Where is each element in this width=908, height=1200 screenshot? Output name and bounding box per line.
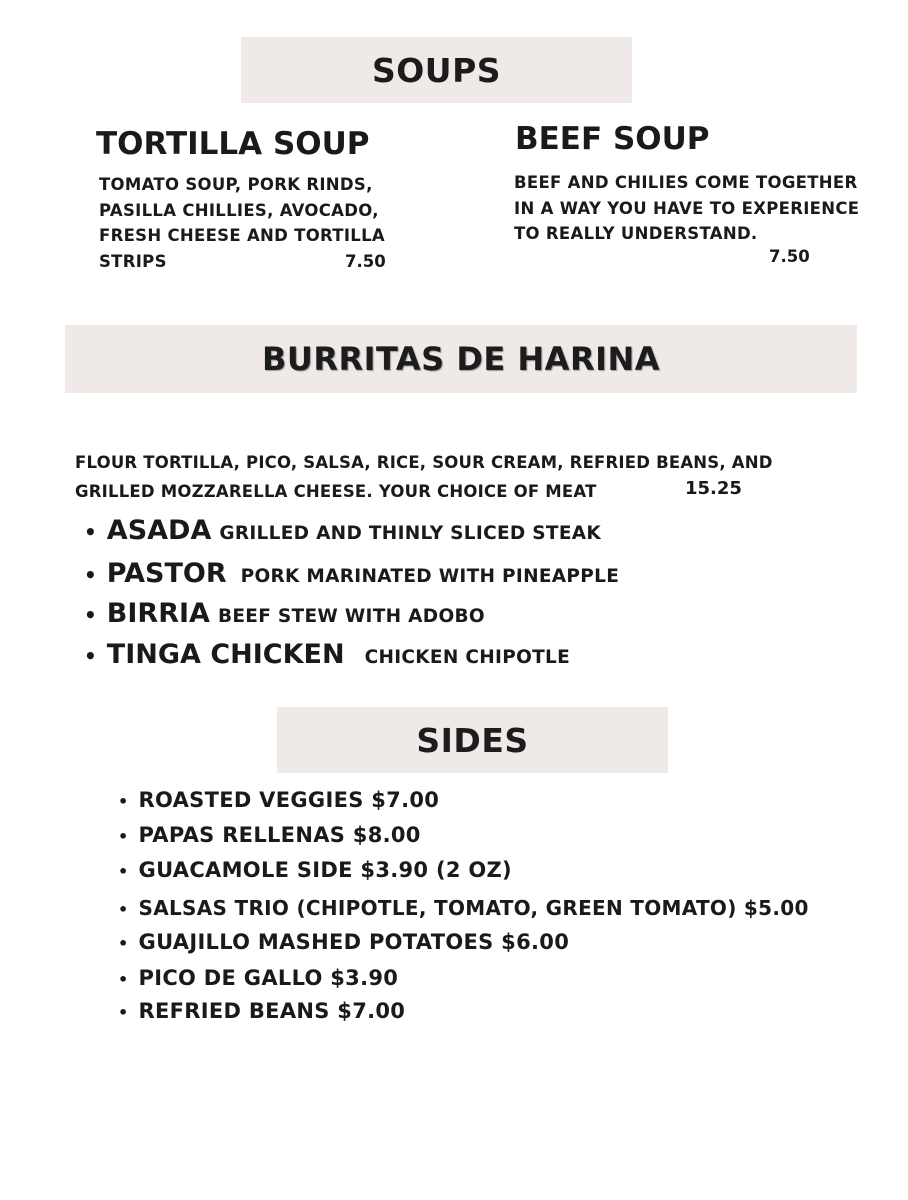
- beef-soup-title: BEEF SOUP: [515, 121, 710, 157]
- list-item: [118, 966, 398, 990]
- meat-item-tinga-chicken: [84, 639, 570, 670]
- meat-name: ASADA: [106, 515, 212, 546]
- burritas-heading: [65, 325, 857, 393]
- meat-item-pastor: [84, 558, 619, 589]
- side-item-text: ROASTED VEGGIES $7.00: [138, 788, 440, 812]
- tortilla-soup-description: TOMATO SOUP, PORK RINDS, PASILLA CHILLIES, AVOCADO, FRESH CHEESE AND TORTILLA STRIPS: [99, 175, 386, 271]
- meat-name: TINGA CHICKEN: [106, 639, 345, 670]
- bullet-icon: •: [84, 644, 97, 668]
- list-item: [118, 930, 569, 954]
- list-item: [118, 788, 439, 812]
- beef-soup-description: BEEF AND CHILIES COME TOGETHER IN A WAY YOU HAVE TO EXPERIENCE TO REALLY UNDERSTAND.: [514, 173, 860, 243]
- bullet-icon: •: [84, 520, 97, 544]
- sides-heading: [277, 707, 668, 773]
- burrito-description: FLOUR TORTILLA, PICO, SALSA, RICE, SOUR CREAM, REFRIED BEANS, AND GRILLED MOZZARELLA CHEESE. YOUR CHOICE OF MEAT: [75, 453, 773, 501]
- meat-description: CHICKEN CHIPOTLE: [364, 647, 571, 668]
- meat-item-birria: [84, 598, 485, 629]
- list-item: [118, 896, 809, 920]
- side-item-text: REFRIED BEANS $7.00: [138, 999, 406, 1023]
- bullet-icon: •: [118, 827, 129, 846]
- bullet-icon: •: [84, 603, 97, 627]
- list-item: [118, 858, 512, 882]
- meat-name: BIRRIA: [106, 598, 210, 629]
- side-item-text: GUAJILLO MASHED POTATOES $6.00: [138, 930, 570, 954]
- tortilla-soup-price: 7.50: [345, 252, 386, 271]
- soups-heading: [241, 37, 632, 103]
- meat-name: PASTOR: [106, 558, 227, 589]
- bullet-icon: •: [118, 934, 129, 953]
- side-item-text: SALSAS TRIO (CHIPOTLE, TOMATO, GREEN TOMATO) $5.00: [138, 896, 809, 920]
- tortilla-soup-title: TORTILLA SOUP: [96, 126, 370, 162]
- list-item: [118, 823, 421, 847]
- burritas-heading-text: BURRITAS DE HARINA: [261, 340, 661, 378]
- side-item-text: PICO DE GALLO $3.90: [138, 966, 399, 990]
- list-item: [118, 999, 405, 1023]
- sides-heading-text: SIDES: [416, 720, 529, 760]
- bullet-icon: •: [118, 862, 129, 881]
- soups-heading-text: SOUPS: [371, 50, 502, 90]
- burrito-price: 15.25: [685, 478, 742, 499]
- bullet-icon: •: [118, 1003, 129, 1022]
- side-item-text: PAPAS RELLENAS $8.00: [138, 823, 421, 847]
- meat-description: PORK MARINATED WITH PINEAPPLE: [240, 566, 620, 587]
- side-item-text: GUACAMOLE SIDE $3.90 (2 OZ): [138, 858, 512, 882]
- meat-item-asada: [84, 515, 601, 546]
- beef-soup-price: 7.50: [769, 247, 810, 266]
- bullet-icon: •: [118, 970, 129, 989]
- bullet-icon: •: [84, 563, 97, 587]
- meat-description: GRILLED AND THINLY SLICED STEAK: [219, 523, 602, 544]
- meat-description: BEEF STEW WITH ADOBO: [217, 606, 485, 627]
- bullet-icon: •: [118, 900, 129, 919]
- bullet-icon: •: [118, 792, 129, 811]
